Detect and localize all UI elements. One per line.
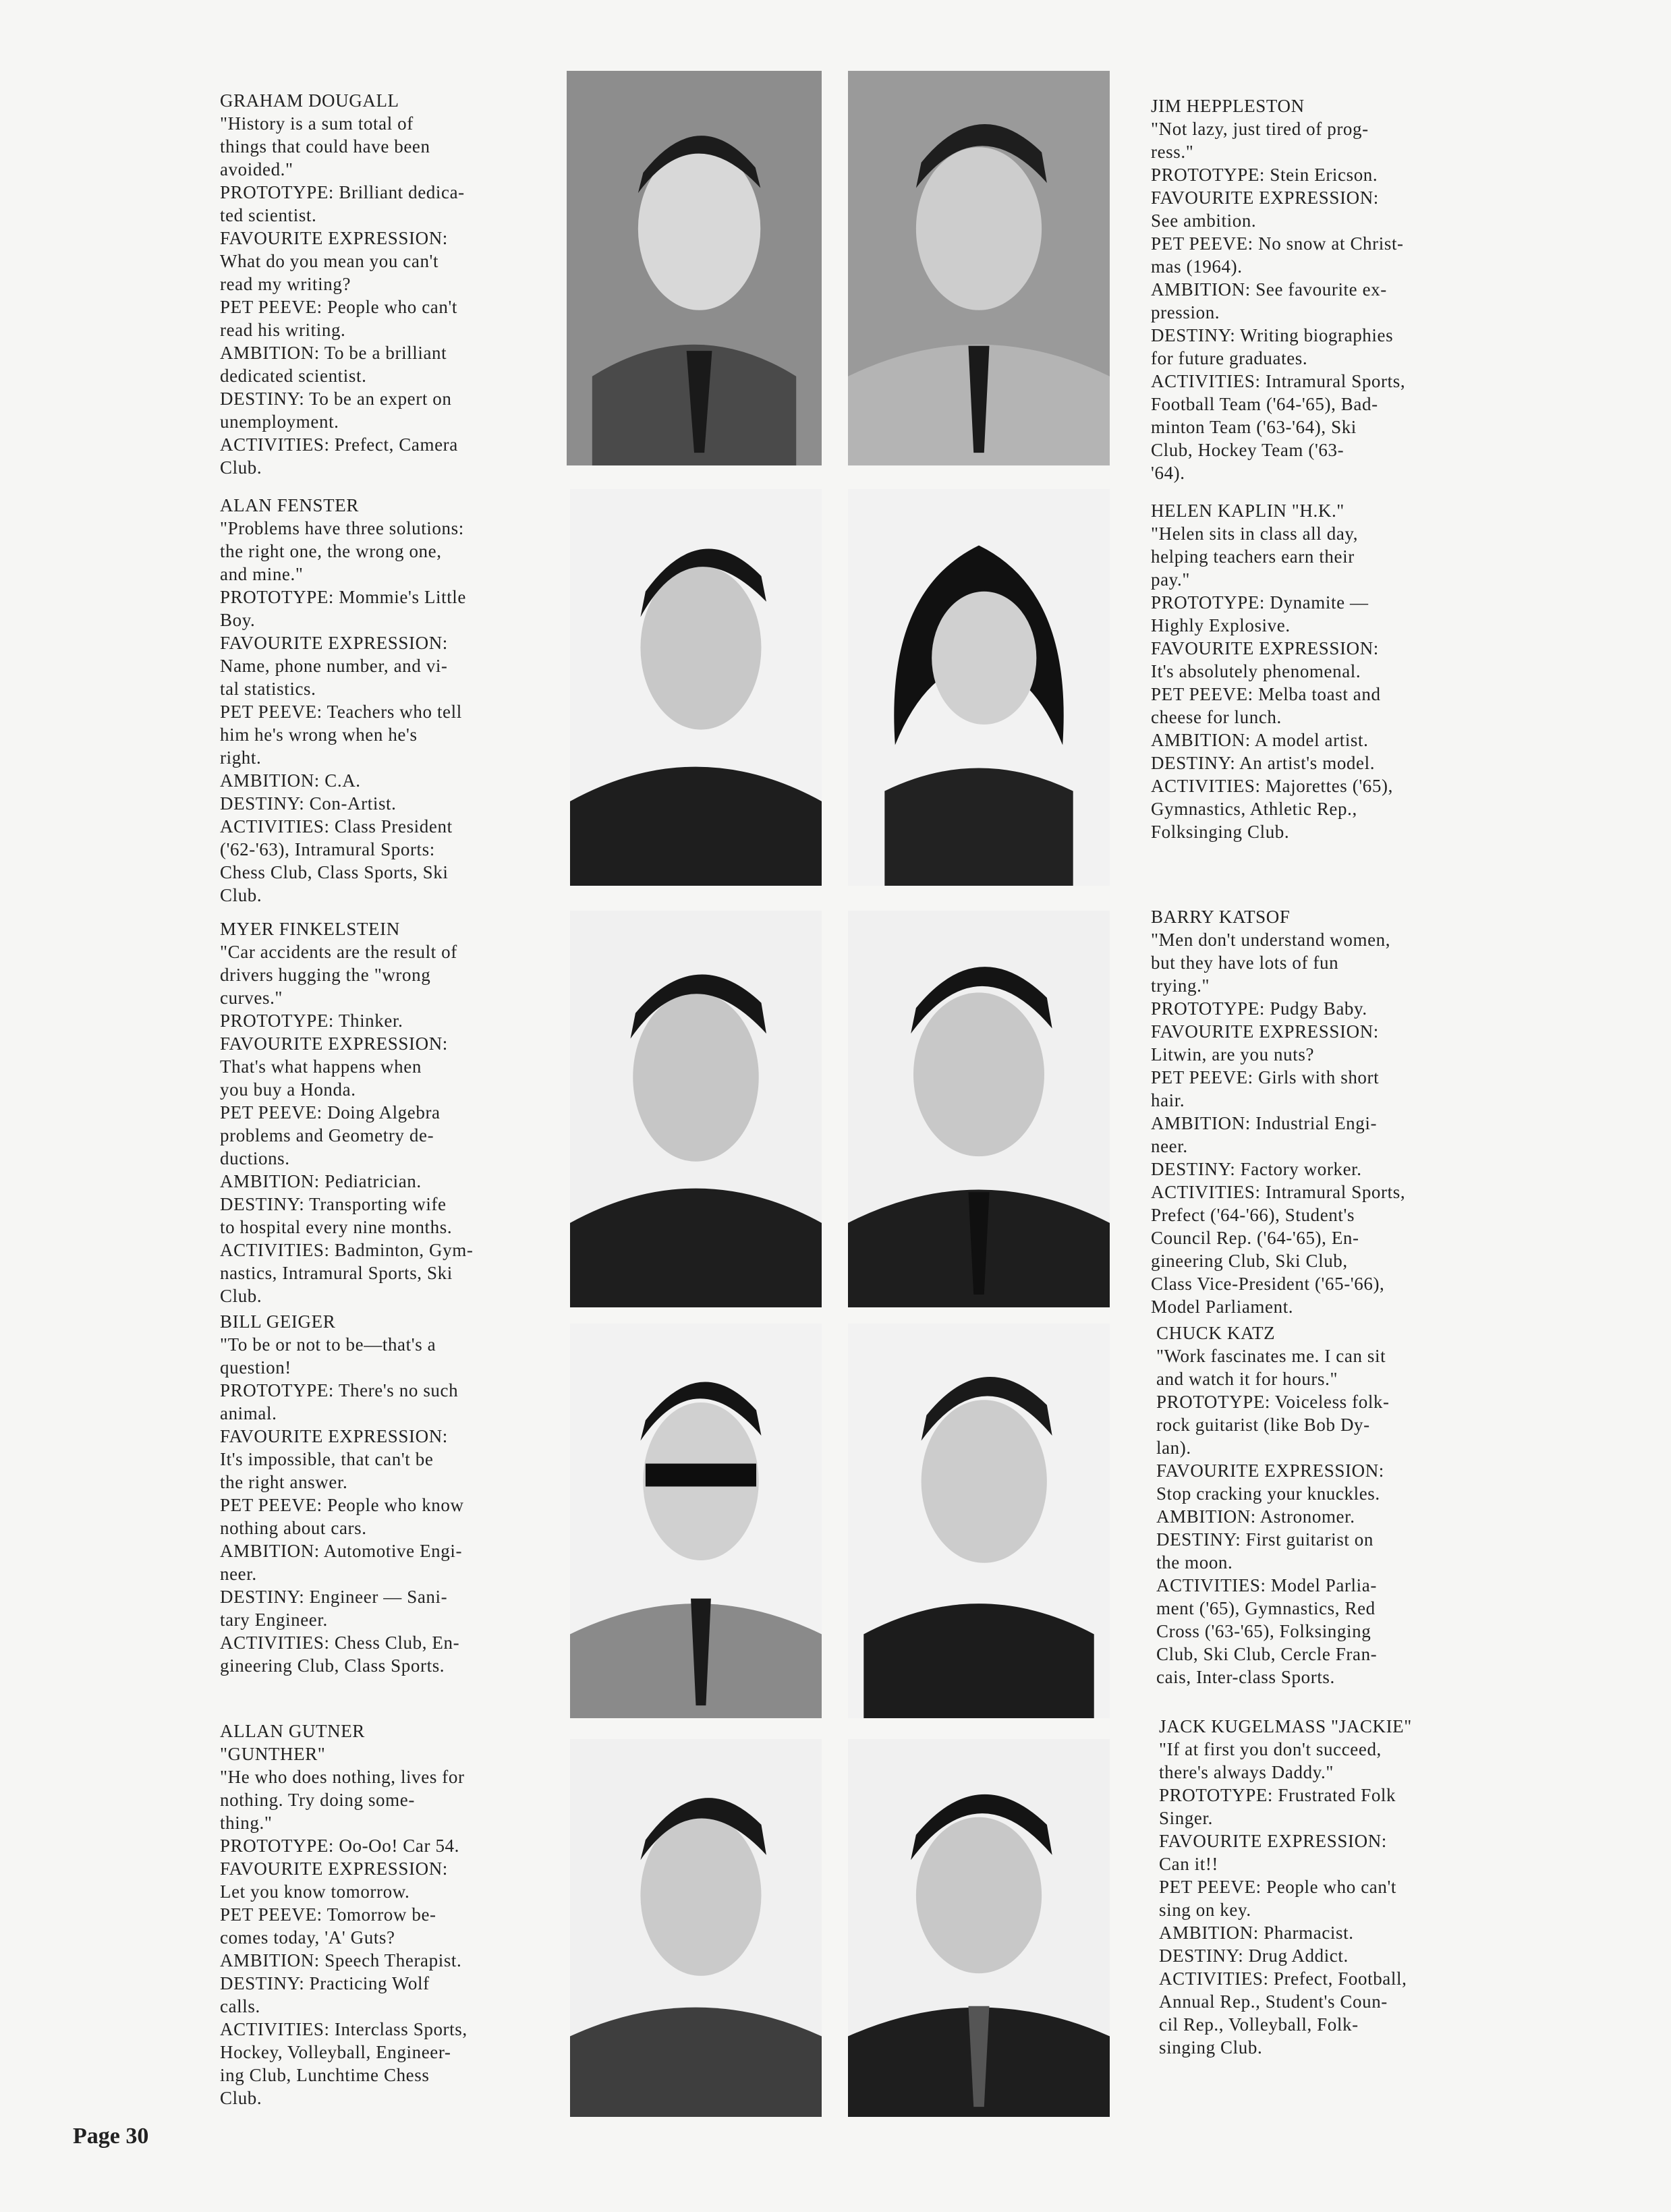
student-entry-graham-dougall xyxy=(220,66,517,502)
portrait-silhouette xyxy=(570,489,822,886)
student-entry-alan-fenster xyxy=(220,471,517,930)
portrait-silhouette xyxy=(848,1324,1110,1718)
student-name: JIM HEPPLESTON xyxy=(1151,96,1305,116)
student-bio: "To be or not to be—that's a question! PROTOTYPE: There's no such animal. FAVOURITE EXPRESSION: It's impossible, that can't be the right answer. PET PEEVE: People who know nothing about cars. AMBITION: Automotive Engi- neer. DESTINY: Engineer — Sani- tary Engineer. ACTIVITIES: Chess Club, En- gineering Club, Class Sports. xyxy=(220,1334,464,1676)
portrait-silhouette xyxy=(570,1739,822,2117)
student-bio: "He who does nothing, lives for nothing. Try doing some- thing." PROTOTYPE: Oo-Oo! Car 54. FAVOURITE EXPRESSION: Let you know tomorrow. PET PEEVE: Tomorrow be- comes today, 'A' Guts? AMBITION: Speech Therapist. DESTINY: Practicing Wolf calls. ACTIVITIES: Interclass Sports, Hockey, Volleyball, Engineer- ing Club, Lunchtime Chess Club. xyxy=(220,1767,468,2108)
student-entry-helen-kaplin xyxy=(1151,476,1454,866)
portrait-photo-chuck-katz xyxy=(848,1324,1110,1718)
student-entry-jim-heppleston xyxy=(1151,72,1454,507)
portrait-silhouette xyxy=(848,1739,1110,2117)
portrait-photo-allan-gutner xyxy=(570,1739,822,2117)
student-name: ALAN FENSTER xyxy=(220,495,359,515)
student-bio: "Car accidents are the result of drivers hugging the "wrong curves." PROTOTYPE: Thinker. FAVOURITE EXPRESSION: That's what happens when you buy a Honda. PET PEEVE: Doing Algebra problems and Geometry de- ductions. AMBITION: Pediatrician. DESTINY: Transporting wife to hospital every nine months. ACTIVITIES: Badminton, Gym- nastics, Intramural Sports, Ski Club. xyxy=(220,942,474,1306)
student-entry-myer-finkelstein xyxy=(220,895,517,1330)
student-bio: "History is a sum total of things that could have been avoided." PROTOTYPE: Brilliant dedica- ted scientist. FAVOURITE EXPRESSION: What do you mean you can't read my writing? PET PEEVE: People who can't read his writing. AMBITION: To be a brilliant dedicated scientist. DESTINY: To be an expert on unemployment. ACTIVITIES: Prefect, Camera Club. xyxy=(220,113,465,478)
portrait-silhouette xyxy=(570,911,822,1307)
student-bio: "Men don't understand women, but they have lots of fun trying." PROTOTYPE: Pudgy Baby. FAVOURITE EXPRESSION: Litwin, are you nuts? PET PEEVE: Girls with short hair. AMBITION: Industrial Engi- neer. DESTINY: Factory worker. ACTIVITIES: Intramural Sports, Prefect ('64-'66), Student's Council Rep. ('64-'65), En- gineering Club, Ski Club, Class Vice-President ('65-'66), Model Parliament. xyxy=(1151,930,1406,1317)
portrait-silhouette xyxy=(848,489,1110,886)
student-bio: "Work fascinates me. I can sit and watch it for hours." PROTOTYPE: Voiceless folk- rock guitarist (like Bob Dy- lan). FAVOURITE EXPRESSION: Stop cracking your knuckles. AMBITION: Astronomer. DESTINY: First guitarist on the moon. ACTIVITIES: Model Parlia- ment ('65), Gymnastics, Red Cross ('63-'65), Folksinging Club, Ski Club, Cercle Fran- cais, Inter-class Sports. xyxy=(1156,1346,1390,1687)
student-name: HELEN KAPLIN "H.K." xyxy=(1151,501,1344,521)
student-entry-jack-kugelmass xyxy=(1159,1692,1463,2082)
page-number: Page 30 xyxy=(73,2124,149,2149)
student-bio: "Helen sits in class all day, helping teachers earn their pay." PROTOTYPE: Dynamite — Highly Explosive. FAVOURITE EXPRESSION: It's absolutely phenomenal. PET PEEVE: Melba toast and cheese for lunch. AMBITION: A model artist. DESTINY: An artist's model. ACTIVITIES: Majorettes ('65), Gymnastics, Athletic Rep., Folksinging Club. xyxy=(1151,523,1393,842)
portrait-photo-alan-fenster xyxy=(570,489,822,886)
student-name: ALLAN GUTNER "GUNTHER" xyxy=(220,1721,365,1764)
student-entry-bill-geiger xyxy=(220,1287,517,1700)
student-bio: "Not lazy, just tired of prog- ress." PROTOTYPE: Stein Ericson. FAVOURITE EXPRESSION: See ambition. PET PEEVE: No snow at Christ- mas (1964). AMBITION: See favourite ex- pression. DESTINY: Writing biographies for future graduates. ACTIVITIES: Intramural Sports, Football Team ('64-'65), Bad- minton Team ('63-'64), Ski Club, Hockey Team ('63- '64). xyxy=(1151,119,1406,483)
student-name: GRAHAM DOUGALL xyxy=(220,90,399,111)
student-name: BARRY KATSOF xyxy=(1151,907,1291,927)
portrait-silhouette xyxy=(570,1324,822,1718)
portrait-photo-jack-kugelmass xyxy=(848,1739,1110,2117)
portrait-silhouette xyxy=(848,911,1110,1307)
portrait-silhouette xyxy=(848,71,1110,465)
portrait-photo-jim-heppleston xyxy=(848,71,1110,465)
portrait-photo-myer-finkelstein xyxy=(570,911,822,1307)
student-entry-allan-gutner xyxy=(220,1697,517,2132)
portrait-silhouette xyxy=(567,71,822,465)
portrait-photo-graham-dougall xyxy=(567,71,822,465)
student-name: JACK KUGELMASS "JACKIE" xyxy=(1159,1716,1412,1736)
student-name: BILL GEIGER xyxy=(220,1311,336,1332)
student-bio: "Problems have three solutions: the right one, the wrong one, and mine." PROTOTYPE: Mommie's Little Boy. FAVOURITE EXPRESSION: Name, phone number, and vi- tal statistics. PET PEEVE: Teachers who tell him he's wrong when he's right. AMBITION: C.A. DESTINY: Con-Artist. ACTIVITIES: Class President ('62-'63), Intramural Sports: Chess Club, Class Sports, Ski Club. xyxy=(220,518,466,905)
student-name: CHUCK KATZ xyxy=(1156,1323,1276,1343)
portrait-photo-bill-geiger xyxy=(570,1324,822,1718)
student-name: MYER FINKELSTEIN xyxy=(220,919,400,939)
student-entry-chuck-katz xyxy=(1156,1299,1460,1711)
portrait-photo-helen-kaplin xyxy=(848,489,1110,886)
portrait-photo-barry-katsof xyxy=(848,911,1110,1307)
student-entry-barry-katsof xyxy=(1151,882,1454,1341)
student-bio: "If at first you don't succeed, there's always Daddy." PROTOTYPE: Frustrated Folk Singer. FAVOURITE EXPRESSION: Can it!! PET PEEVE: People who can't sing on key. AMBITION: Pharmacist. DESTINY: Drug Addict. ACTIVITIES: Prefect, Football, Annual Rep., Student's Coun- cil Rep., Volleyball, Folk- singing Club. xyxy=(1159,1739,1407,2058)
